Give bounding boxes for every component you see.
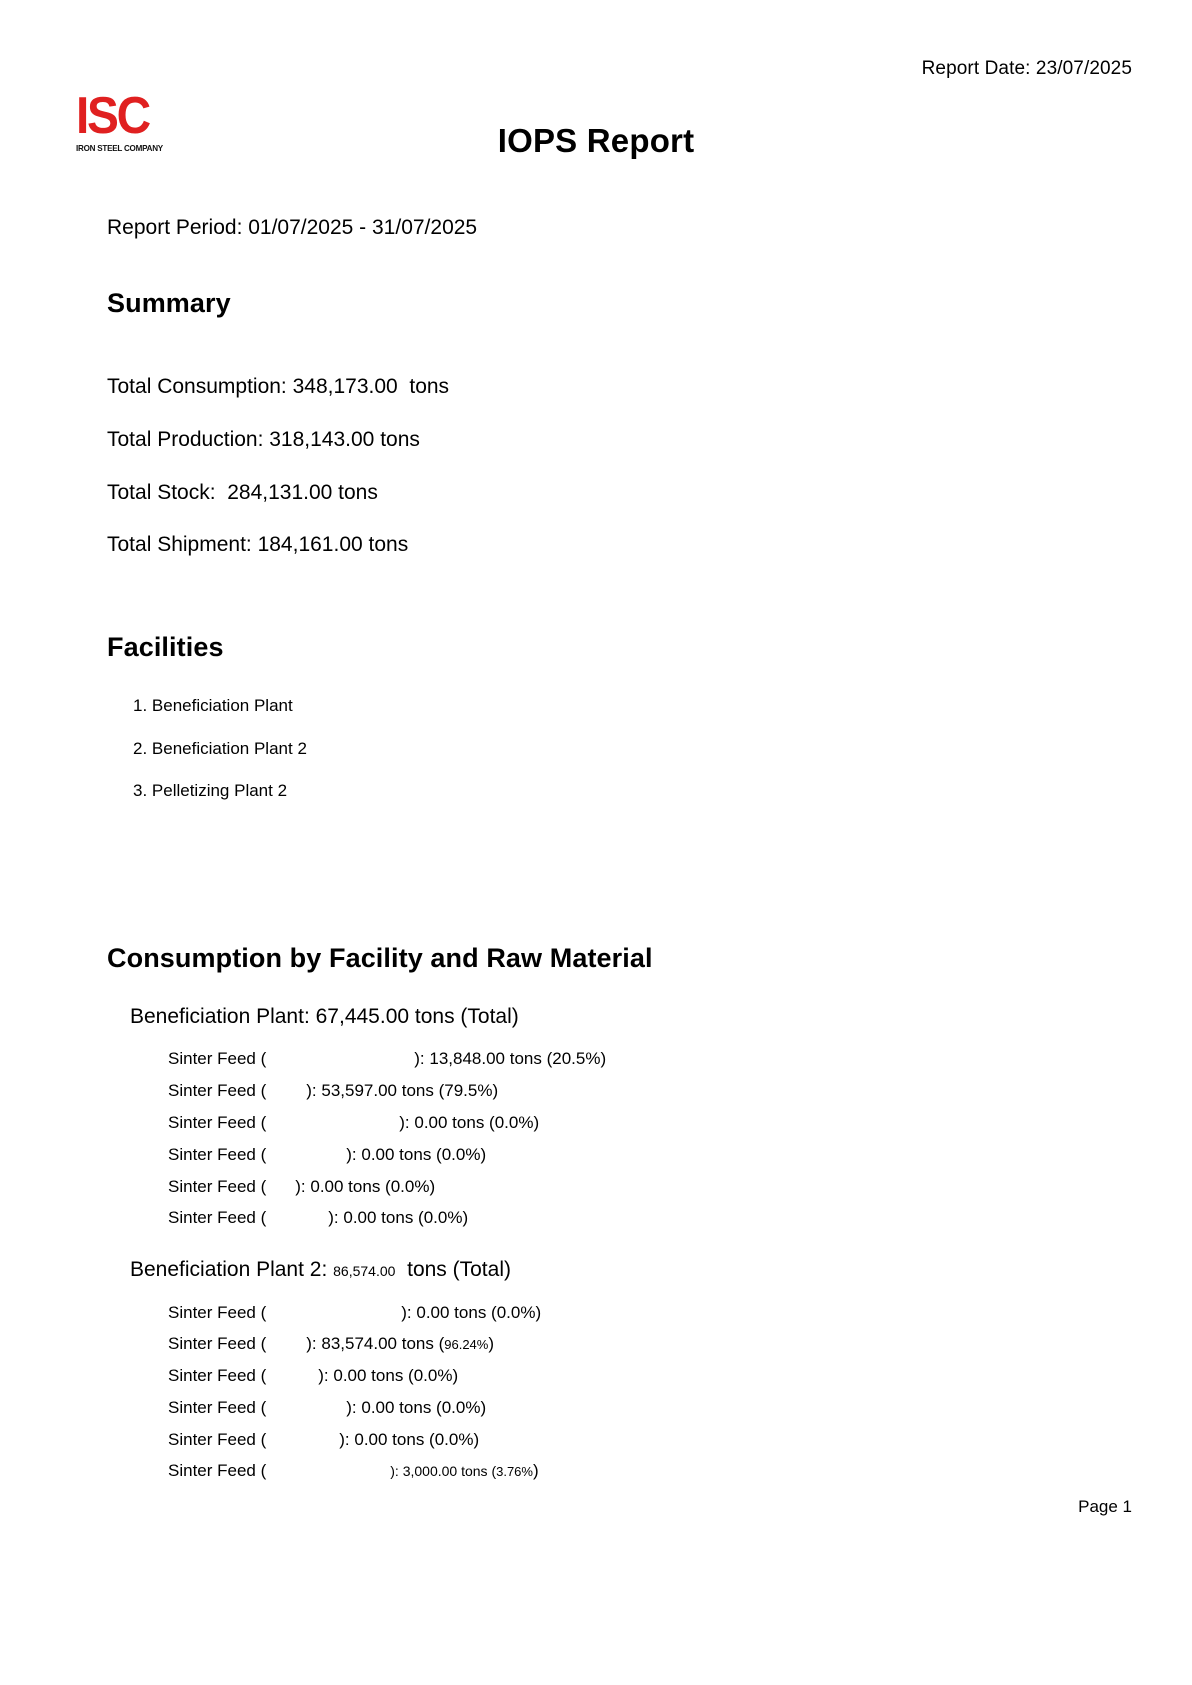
- facility-name: Beneficiation Plant 2:: [130, 1258, 334, 1281]
- material-percent: 0.0%: [494, 1113, 534, 1132]
- material-source-name: [266, 1444, 339, 1445]
- material-source-name: [266, 1380, 318, 1381]
- material-row: [168, 1049, 606, 1069]
- material-amount: ): 0.00 tons (: [401, 1303, 497, 1322]
- material-label: Sinter Feed (: [168, 1303, 267, 1322]
- material-label: Sinter Feed (: [168, 1208, 267, 1227]
- material-row: [168, 1208, 468, 1228]
- facility-name: Beneficiation Plant:: [130, 1005, 316, 1028]
- facility-total-value: 86,574.00: [333, 1263, 396, 1279]
- material-row: [168, 1081, 498, 1101]
- material-percent-close: ): [488, 1334, 495, 1353]
- facility-total-unit: tons (Total): [409, 1005, 519, 1028]
- summary-total-shipment: Total Shipment: 184,161.00 tons: [107, 533, 409, 556]
- material-percent-close: ): [535, 1303, 542, 1322]
- material-row: [168, 1334, 494, 1354]
- material-percent-close: ): [462, 1208, 469, 1227]
- material-percent-close: ): [492, 1081, 499, 1100]
- material-label: Sinter Feed (: [168, 1113, 267, 1132]
- consumption-heading: Consumption by Facility and Raw Material: [107, 943, 653, 973]
- material-amount: ): 0.00 tons (: [328, 1208, 424, 1227]
- material-row: [168, 1398, 486, 1418]
- material-amount: ): 0.00 tons (: [295, 1177, 391, 1196]
- material-source-name: [266, 1063, 414, 1064]
- material-label: Sinter Feed (: [168, 1049, 267, 1068]
- material-amount: ): 0.00 tons (: [346, 1398, 442, 1417]
- material-label: Sinter Feed (: [168, 1366, 267, 1385]
- material-amount: ): 0.00 tons (: [399, 1113, 495, 1132]
- material-amount: ): 0.00 tons (: [339, 1430, 435, 1449]
- material-row: [168, 1461, 539, 1481]
- material-percent: 3.76%: [496, 1464, 533, 1479]
- material-percent: 0.0%: [413, 1366, 453, 1385]
- facility-list-item: 2. Beneficiation Plant 2: [133, 739, 307, 758]
- material-row: [168, 1177, 435, 1197]
- material-source-name: [266, 1412, 346, 1413]
- material-percent-close: ): [600, 1049, 607, 1068]
- material-percent-close: ): [473, 1430, 480, 1449]
- material-source-name: [266, 1222, 328, 1223]
- material-source-name: [266, 1159, 346, 1160]
- material-amount: ): 83,574.00 tons (: [306, 1334, 445, 1353]
- material-percent: 79.5%: [444, 1081, 493, 1100]
- logo-wordmark: ISC: [76, 87, 149, 145]
- material-percent: 96.24%: [444, 1337, 489, 1352]
- material-percent-close: ): [480, 1398, 487, 1417]
- logo-subtitle: IRON STEEL COMPANY: [76, 142, 163, 153]
- material-percent-close: ): [480, 1145, 487, 1164]
- summary-heading: Summary: [107, 288, 231, 318]
- material-source-name: [266, 1475, 390, 1476]
- facilities-heading: Facilities: [107, 632, 224, 662]
- facility-list-item: 3. Pelletizing Plant 2: [133, 781, 288, 800]
- material-percent-close: ): [452, 1366, 459, 1385]
- material-source-name: [266, 1191, 295, 1192]
- material-percent-close: ): [532, 1461, 539, 1480]
- report-period: Report Period: 01/07/2025 - 31/07/2025: [107, 216, 478, 239]
- material-label: Sinter Feed (: [168, 1145, 267, 1164]
- facility-total-line: [130, 1258, 511, 1282]
- summary-total-consumption: Total Consumption: 348,173.00 tons: [107, 375, 450, 398]
- material-label: Sinter Feed (: [168, 1398, 267, 1417]
- material-percent: 20.5%: [552, 1049, 601, 1068]
- material-label: Sinter Feed (: [168, 1177, 267, 1196]
- material-amount: ): 3,000.00 tons (: [390, 1463, 497, 1479]
- facility-total-value: 67,445.00: [315, 1005, 410, 1028]
- material-percent: 0.0%: [441, 1145, 481, 1164]
- material-percent: 0.0%: [390, 1177, 430, 1196]
- material-percent-close: ): [533, 1113, 540, 1132]
- material-label: Sinter Feed (: [168, 1081, 267, 1100]
- material-row: [168, 1113, 539, 1133]
- material-amount: ): 0.00 tons (: [318, 1366, 414, 1385]
- material-percent: 0.0%: [441, 1398, 481, 1417]
- material-amount: ): 53,597.00 tons (: [306, 1081, 445, 1100]
- material-percent-close: ): [429, 1177, 436, 1196]
- material-label: Sinter Feed (: [168, 1334, 267, 1353]
- material-percent: 0.0%: [496, 1303, 536, 1322]
- material-source-name: [266, 1317, 401, 1318]
- material-amount: ): 13,848.00 tons (: [414, 1049, 553, 1068]
- page-title: IOPS Report: [497, 122, 695, 159]
- summary-total-production: Total Production: 318,143.00 tons: [107, 428, 420, 451]
- material-row: [168, 1303, 541, 1323]
- material-source-name: [266, 1095, 306, 1096]
- page-number: Page 1: [1078, 1497, 1132, 1516]
- material-source-name: [266, 1127, 399, 1128]
- material-percent: 0.0%: [434, 1430, 474, 1449]
- material-label: Sinter Feed (: [168, 1461, 267, 1480]
- facility-list-item: 1. Beneficiation Plant: [133, 696, 293, 715]
- material-percent: 0.0%: [423, 1208, 463, 1227]
- facility-total-unit: tons (Total): [395, 1258, 511, 1281]
- material-row: [168, 1145, 486, 1165]
- summary-total-stock: Total Stock: 284,131.00 tons: [107, 481, 378, 504]
- material-amount: ): 0.00 tons (: [346, 1145, 442, 1164]
- report-date: Report Date: 23/07/2025: [921, 58, 1132, 79]
- material-label: Sinter Feed (: [168, 1430, 267, 1449]
- material-row: [168, 1366, 458, 1386]
- material-source-name: [266, 1348, 306, 1349]
- material-row: [168, 1430, 479, 1450]
- facility-total-line: [130, 1005, 519, 1029]
